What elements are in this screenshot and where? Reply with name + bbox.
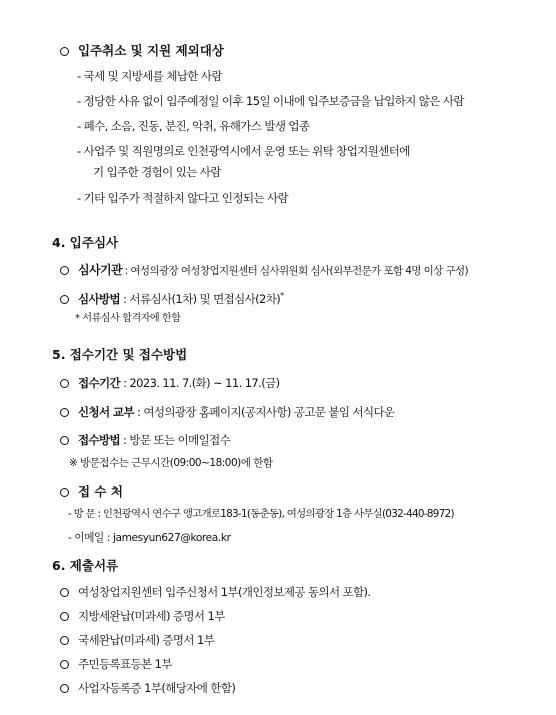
period-row <box>60 375 279 391</box>
form-value: : 여성의광장 홈페이지(공지사항) 공고문 붙임 서식다운 <box>133 405 395 419</box>
exclusion-item: - 정당한 사유 없이 입주예정일 이후 15일 이내에 입주보증금을 납입하지 않은 사람 <box>77 94 464 108</box>
form-label: 신청서 교부 <box>78 405 134 419</box>
review-method-row <box>60 288 284 307</box>
form-row <box>60 404 395 420</box>
document-item <box>60 608 225 624</box>
exclusion-heading-row <box>60 43 224 59</box>
section-6-title: 6. 제출서류 <box>52 558 119 573</box>
circle-bullet-icon <box>60 660 69 669</box>
document-item <box>60 656 172 672</box>
period-label: 접수기간 <box>78 376 121 390</box>
circle-bullet-icon <box>60 295 69 304</box>
place-row <box>60 484 123 500</box>
document-item-label: 지방세완납(미과세) 증명서 1부 <box>78 609 225 623</box>
visit-note: ※ 방문접수는 근무시간(09:00~18:00)에 한함 <box>69 457 273 469</box>
circle-bullet-icon <box>60 684 69 693</box>
document-item-label: 주민등록표등본 1부 <box>78 657 172 671</box>
circle-bullet-icon <box>60 612 69 621</box>
section-4-title: 4. 입주심사 <box>52 235 119 250</box>
exclusion-heading: 입주취소 및 지원 제외대상 <box>78 43 224 58</box>
circle-bullet-icon <box>60 488 69 497</box>
review-note: * 서류심사 합격자에 한함 <box>75 313 181 324</box>
review-method-value: : 서류심사(1차) 및 면접심사(2차) <box>120 291 281 306</box>
review-org-row <box>60 262 468 279</box>
document-item-label: 여성창업지원센터 입주신청서 1부(개인정보제공 동의서 포함). <box>78 585 371 599</box>
circle-bullet-icon <box>60 408 69 417</box>
method-value: : 방문 또는 이메일접수 <box>120 433 231 447</box>
document-item <box>60 584 371 600</box>
place-label: 접 수 처 <box>78 484 123 499</box>
circle-bullet-icon <box>60 636 69 645</box>
review-org-value: : 여성의광장 여성창업지원센터 심사위원회 심사(외부전문가 포함 4명 이상 구성) <box>121 265 468 277</box>
method-label: 접수방법 <box>78 433 121 447</box>
exclusion-item: - 국세 및 지방세를 체납한 사람 <box>77 69 222 83</box>
method-row <box>60 432 230 448</box>
email-address: - 이메일 : jamesyun627@korea.kr <box>68 532 231 544</box>
document-item <box>60 680 235 696</box>
section-5-title: 5. 접수기간 및 접수방법 <box>52 347 188 362</box>
document-item <box>60 632 214 648</box>
exclusion-item-continued: 기 입주한 경험이 있는 사람 <box>93 165 221 179</box>
footnote-mark: * <box>280 291 284 300</box>
circle-bullet-icon <box>60 379 69 388</box>
circle-bullet-icon <box>60 588 69 597</box>
circle-bullet-icon <box>60 266 69 275</box>
document-item-label: 국세완납(미과세) 증명서 1부 <box>78 633 215 647</box>
exclusion-item: - 기타 입주가 적절하지 않다고 인정되는 사람 <box>77 191 289 205</box>
circle-bullet-icon <box>60 436 69 445</box>
review-org-label: 심사기관 <box>78 263 122 277</box>
exclusion-item: - 폐수, 소음, 진동, 분진, 악취, 유해가스 발생 업종 <box>77 119 310 133</box>
period-value: : 2023. 11. 7.(화) ~ 11. 17.(금) <box>120 376 280 390</box>
exclusion-item: - 사업주 및 직원명의로 인천광역시에서 운영 또는 위탁 창업지원센터에 <box>77 144 410 158</box>
review-method-label: 심사방법 <box>78 291 121 306</box>
circle-bullet-icon <box>60 47 69 56</box>
document-item-label: 사업자등록증 1부(해당자에 한함) <box>78 681 236 695</box>
visit-address: - 방 문 : 인천광역시 연수구 앵고개로183-1(동춘동), 여성의광장 1층 사무실(032-440-8972) <box>68 508 454 520</box>
